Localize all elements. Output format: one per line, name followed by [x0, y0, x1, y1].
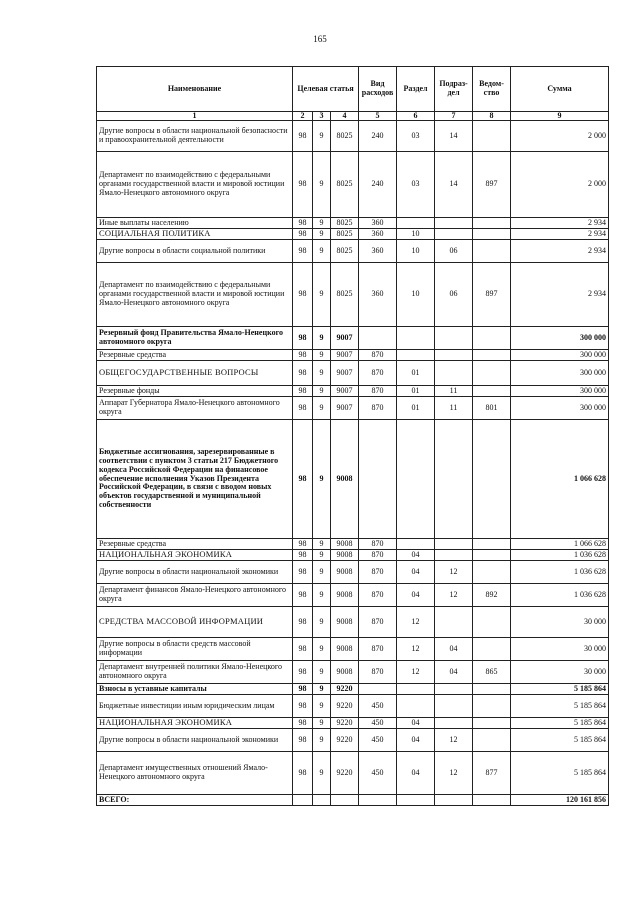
row-subsection	[435, 539, 473, 550]
row-subsection	[435, 550, 473, 561]
row-expense-kind: 450	[359, 718, 397, 729]
row-subsection	[435, 795, 473, 806]
row-expense-kind: 870	[359, 361, 397, 386]
row-department	[473, 550, 511, 561]
row-target-code: 9220	[331, 684, 359, 695]
row-target-code: 9220	[331, 729, 359, 752]
row-sum: 2 934	[511, 263, 609, 327]
row-section: 04	[397, 550, 435, 561]
row-target-code: 9220	[331, 718, 359, 729]
row-sum: 300 000	[511, 397, 609, 420]
row-subsection	[435, 607, 473, 638]
row-sum: 5 185 864	[511, 729, 609, 752]
col-number: 8	[473, 112, 511, 121]
row-target-program: 98	[293, 550, 313, 561]
row-target-subprogram: 9	[313, 240, 331, 263]
col-number: 6	[397, 112, 435, 121]
row-target-subprogram: 9	[313, 684, 331, 695]
row-sum: 5 185 864	[511, 684, 609, 695]
row-target-code: 8025	[331, 121, 359, 152]
row-target-code: 9008	[331, 561, 359, 584]
row-department	[473, 695, 511, 718]
row-target-code: 9007	[331, 386, 359, 397]
row-department	[473, 607, 511, 638]
row-sum: 2 934	[511, 240, 609, 263]
row-target-code: 8025	[331, 263, 359, 327]
row-subsection	[435, 695, 473, 718]
row-sum: 300 000	[511, 350, 609, 361]
row-subsection: 06	[435, 263, 473, 327]
row-target-subprogram	[313, 795, 331, 806]
row-target-code: 9220	[331, 695, 359, 718]
row-expense-kind: 870	[359, 539, 397, 550]
table-row	[97, 121, 609, 152]
row-target-subprogram: 9	[313, 420, 331, 539]
row-section: 12	[397, 661, 435, 684]
table-row	[97, 539, 609, 550]
row-subsection: 04	[435, 638, 473, 661]
col-number: 3	[313, 112, 331, 121]
row-sum: 30 000	[511, 661, 609, 684]
table-row	[97, 263, 609, 327]
row-name: Резервный фонд Правительства Ямало-Ненецкого автономного округа	[97, 327, 293, 350]
row-expense-kind	[359, 420, 397, 539]
row-sum: 5 185 864	[511, 752, 609, 795]
row-target-program: 98	[293, 152, 313, 218]
header-sum: Сумма	[511, 67, 609, 112]
table-row	[97, 584, 609, 607]
row-expense-kind	[359, 684, 397, 695]
table-row	[97, 795, 609, 806]
table-row	[97, 361, 609, 386]
row-target-code: 8025	[331, 240, 359, 263]
table-row	[97, 561, 609, 584]
row-name: Департамент внутренней политики Ямало-Ненецкого автономного округа	[97, 661, 293, 684]
row-name: Резервные средства	[97, 350, 293, 361]
row-sum: 1 036 628	[511, 584, 609, 607]
row-subsection: 04	[435, 661, 473, 684]
row-expense-kind: 450	[359, 695, 397, 718]
row-sum: 300 000	[511, 327, 609, 350]
row-section	[397, 695, 435, 718]
row-department	[473, 795, 511, 806]
row-section: 04	[397, 584, 435, 607]
row-subsection: 14	[435, 121, 473, 152]
row-name: Департамент финансов Ямало-Ненецкого автономного округа	[97, 584, 293, 607]
table-row	[97, 350, 609, 361]
table-row	[97, 695, 609, 718]
row-department	[473, 361, 511, 386]
row-target-code: 8025	[331, 229, 359, 240]
table-row	[97, 752, 609, 795]
row-target-program: 98	[293, 350, 313, 361]
row-expense-kind: 870	[359, 638, 397, 661]
row-department	[473, 684, 511, 695]
row-target-code	[331, 795, 359, 806]
row-department: 801	[473, 397, 511, 420]
row-target-code: 9008	[331, 539, 359, 550]
row-name: Другие вопросы в области национальной безопасности и правоохранительной деятельности	[97, 121, 293, 152]
row-expense-kind: 870	[359, 661, 397, 684]
row-section: 04	[397, 561, 435, 584]
row-section	[397, 795, 435, 806]
row-sum: 300 000	[511, 361, 609, 386]
row-department	[473, 729, 511, 752]
row-department	[473, 638, 511, 661]
row-target-subprogram: 9	[313, 607, 331, 638]
row-target-subprogram: 9	[313, 397, 331, 420]
row-target-program: 98	[293, 420, 313, 539]
table-row	[97, 638, 609, 661]
row-target-subprogram: 9	[313, 229, 331, 240]
col-number: 7	[435, 112, 473, 121]
row-section	[397, 539, 435, 550]
row-subsection: 12	[435, 752, 473, 795]
row-target-code: 9220	[331, 752, 359, 795]
header-subsection: Подраз-дел	[435, 67, 473, 112]
row-subsection	[435, 218, 473, 229]
row-target-subprogram: 9	[313, 729, 331, 752]
row-target-program: 98	[293, 386, 313, 397]
row-expense-kind: 240	[359, 152, 397, 218]
table-row	[97, 152, 609, 218]
row-section	[397, 327, 435, 350]
col-number: 2	[293, 112, 313, 121]
row-section: 04	[397, 729, 435, 752]
row-target-code: 9008	[331, 661, 359, 684]
row-expense-kind: 870	[359, 607, 397, 638]
row-subsection: 06	[435, 240, 473, 263]
row-target-code: 8025	[331, 152, 359, 218]
header-department: Ведом-ство	[473, 67, 511, 112]
row-target-subprogram: 9	[313, 263, 331, 327]
row-name: Департамент по взаимодействию с федеральными органами государственной власти и мировой юстиции Ямало-Ненецкого автономного округа	[97, 152, 293, 218]
row-expense-kind: 870	[359, 350, 397, 361]
row-sum: 5 185 864	[511, 718, 609, 729]
table-header-row	[97, 67, 609, 112]
row-department: 897	[473, 263, 511, 327]
row-name: Департамент имущественных отношений Ямало-Ненецкого автономного округа	[97, 752, 293, 795]
table-row	[97, 327, 609, 350]
row-target-program: 98	[293, 695, 313, 718]
row-sum: 300 000	[511, 386, 609, 397]
row-name: НАЦИОНАЛЬНАЯ ЭКОНОМИКА	[97, 718, 293, 729]
table-row	[97, 661, 609, 684]
row-department: 865	[473, 661, 511, 684]
table-row	[97, 386, 609, 397]
row-department	[473, 718, 511, 729]
col-number: 9	[511, 112, 609, 121]
row-section: 03	[397, 121, 435, 152]
table-row	[97, 420, 609, 539]
row-name: Иные выплаты населению	[97, 218, 293, 229]
row-expense-kind: 450	[359, 752, 397, 795]
row-section	[397, 684, 435, 695]
row-target-program	[293, 795, 313, 806]
row-target-program: 98	[293, 229, 313, 240]
row-target-subprogram: 9	[313, 350, 331, 361]
table-row	[97, 718, 609, 729]
row-target-code: 9008	[331, 638, 359, 661]
column-numbers-row	[97, 112, 609, 121]
row-sum: 2 934	[511, 218, 609, 229]
row-subsection	[435, 327, 473, 350]
row-expense-kind: 870	[359, 561, 397, 584]
row-section: 12	[397, 607, 435, 638]
row-name: ОБЩЕГОСУДАРСТВЕННЫЕ ВОПРОСЫ	[97, 361, 293, 386]
row-target-program: 98	[293, 561, 313, 584]
row-sum: 30 000	[511, 607, 609, 638]
row-section: 03	[397, 152, 435, 218]
row-department	[473, 386, 511, 397]
row-target-program: 98	[293, 361, 313, 386]
col-number: 1	[97, 112, 293, 121]
row-name: Взносы в уставные капиталы	[97, 684, 293, 695]
row-sum: 120 161 856	[511, 795, 609, 806]
row-section: 12	[397, 638, 435, 661]
row-target-code: 8025	[331, 218, 359, 229]
row-department: 897	[473, 152, 511, 218]
row-target-program: 98	[293, 240, 313, 263]
row-department	[473, 420, 511, 539]
row-department: 892	[473, 584, 511, 607]
row-section: 10	[397, 240, 435, 263]
table-row	[97, 229, 609, 240]
row-name: Департамент по взаимодействию с федеральными органами государственной власти и мировой юстиции Ямало-Ненецкого автономного округа	[97, 263, 293, 327]
row-subsection	[435, 420, 473, 539]
row-target-code: 9008	[331, 607, 359, 638]
row-sum: 2 000	[511, 152, 609, 218]
row-sum: 2 934	[511, 229, 609, 240]
row-target-program: 98	[293, 121, 313, 152]
row-sum: 2 000	[511, 121, 609, 152]
row-target-subprogram: 9	[313, 638, 331, 661]
row-subsection: 12	[435, 729, 473, 752]
row-sum: 1 066 628	[511, 539, 609, 550]
row-target-program: 98	[293, 584, 313, 607]
row-subsection	[435, 718, 473, 729]
row-expense-kind: 870	[359, 550, 397, 561]
budget-table	[96, 66, 609, 806]
row-target-subprogram: 9	[313, 561, 331, 584]
row-section: 01	[397, 397, 435, 420]
row-target-subprogram: 9	[313, 386, 331, 397]
row-target-subprogram: 9	[313, 695, 331, 718]
row-target-code: 9007	[331, 350, 359, 361]
row-target-program: 98	[293, 729, 313, 752]
row-subsection: 12	[435, 561, 473, 584]
header-name: Наименование	[97, 67, 293, 112]
row-target-program: 98	[293, 397, 313, 420]
row-target-program: 98	[293, 607, 313, 638]
row-name: Бюджетные инвестиции иным юридическим лицам	[97, 695, 293, 718]
row-name: Другие вопросы в области национальной экономики	[97, 561, 293, 584]
row-expense-kind: 870	[359, 397, 397, 420]
header-expense-kind: Вид расходов	[359, 67, 397, 112]
row-expense-kind: 360	[359, 240, 397, 263]
row-name: НАЦИОНАЛЬНАЯ ЭКОНОМИКА	[97, 550, 293, 561]
row-target-program: 98	[293, 684, 313, 695]
row-department: 877	[473, 752, 511, 795]
row-expense-kind: 360	[359, 263, 397, 327]
row-target-program: 98	[293, 539, 313, 550]
row-name: Аппарат Губернатора Ямало-Ненецкого автономного округа	[97, 397, 293, 420]
row-target-code: 9007	[331, 397, 359, 420]
row-section: 10	[397, 263, 435, 327]
row-subsection: 11	[435, 397, 473, 420]
col-number: 5	[359, 112, 397, 121]
row-subsection: 12	[435, 584, 473, 607]
row-target-subprogram: 9	[313, 584, 331, 607]
table-row	[97, 397, 609, 420]
row-expense-kind: 450	[359, 729, 397, 752]
row-section: 01	[397, 361, 435, 386]
row-name: Резервные фонды	[97, 386, 293, 397]
row-target-subprogram: 9	[313, 661, 331, 684]
row-department	[473, 218, 511, 229]
row-expense-kind: 870	[359, 386, 397, 397]
row-subsection	[435, 684, 473, 695]
row-subsection	[435, 229, 473, 240]
row-target-subprogram: 9	[313, 218, 331, 229]
row-expense-kind: 360	[359, 218, 397, 229]
row-department	[473, 350, 511, 361]
row-expense-kind: 870	[359, 584, 397, 607]
row-section: 01	[397, 386, 435, 397]
row-target-subprogram: 9	[313, 718, 331, 729]
row-target-program: 98	[293, 218, 313, 229]
header-section: Раздел	[397, 67, 435, 112]
row-target-subprogram: 9	[313, 327, 331, 350]
row-sum: 1 036 628	[511, 561, 609, 584]
table-body	[97, 121, 609, 806]
row-subsection: 14	[435, 152, 473, 218]
row-name: Другие вопросы в области социальной политики	[97, 240, 293, 263]
row-name: СОЦИАЛЬНАЯ ПОЛИТИКА	[97, 229, 293, 240]
row-target-program: 98	[293, 718, 313, 729]
row-section: 04	[397, 752, 435, 795]
table-row	[97, 607, 609, 638]
row-expense-kind	[359, 795, 397, 806]
row-target-subprogram: 9	[313, 152, 331, 218]
row-target-program: 98	[293, 752, 313, 795]
table-row	[97, 550, 609, 561]
row-target-code: 9008	[331, 420, 359, 539]
row-department	[473, 229, 511, 240]
row-target-subprogram: 9	[313, 121, 331, 152]
row-department	[473, 561, 511, 584]
row-section: 04	[397, 718, 435, 729]
row-expense-kind: 360	[359, 229, 397, 240]
row-name: СРЕДСТВА МАССОВОЙ ИНФОРМАЦИИ	[97, 607, 293, 638]
table-row	[97, 729, 609, 752]
row-target-subprogram: 9	[313, 361, 331, 386]
row-subsection	[435, 361, 473, 386]
col-number: 4	[331, 112, 359, 121]
row-name: Другие вопросы в области национальной экономики	[97, 729, 293, 752]
row-target-subprogram: 9	[313, 539, 331, 550]
row-section	[397, 350, 435, 361]
page-number: 165	[313, 34, 327, 44]
row-target-subprogram: 9	[313, 550, 331, 561]
row-name: Другие вопросы в области средств массовой информации	[97, 638, 293, 661]
row-target-program: 98	[293, 661, 313, 684]
row-target-subprogram: 9	[313, 752, 331, 795]
row-expense-kind	[359, 327, 397, 350]
row-section	[397, 420, 435, 539]
row-sum: 1 066 628	[511, 420, 609, 539]
row-department	[473, 327, 511, 350]
row-department	[473, 240, 511, 263]
row-target-program: 98	[293, 327, 313, 350]
row-section	[397, 218, 435, 229]
row-sum: 1 036 628	[511, 550, 609, 561]
table-row	[97, 218, 609, 229]
table-row	[97, 684, 609, 695]
row-department	[473, 539, 511, 550]
row-target-code: 9007	[331, 327, 359, 350]
row-target-program: 98	[293, 638, 313, 661]
row-section: 10	[397, 229, 435, 240]
row-subsection	[435, 350, 473, 361]
row-target-code: 9007	[331, 361, 359, 386]
table-row	[97, 240, 609, 263]
row-sum: 30 000	[511, 638, 609, 661]
row-name: Бюджетные ассигнования, зарезервированные в соответствии с пунктом 3 статьи 217 Бюджетного кодекса Российской Федерации на финансовое обеспечение исполнения Указов Президента Российской Федерации, в связи с вводом новых объектов государственной и муниципальной собственности	[97, 420, 293, 539]
row-sum: 5 185 864	[511, 695, 609, 718]
row-department	[473, 121, 511, 152]
row-target-code: 9008	[331, 584, 359, 607]
row-subsection: 11	[435, 386, 473, 397]
row-target-program: 98	[293, 263, 313, 327]
row-expense-kind: 240	[359, 121, 397, 152]
header-target-article: Целевая статья	[293, 67, 359, 112]
row-name: Резервные средства	[97, 539, 293, 550]
row-name: ВСЕГО:	[97, 795, 293, 806]
row-target-code: 9008	[331, 550, 359, 561]
